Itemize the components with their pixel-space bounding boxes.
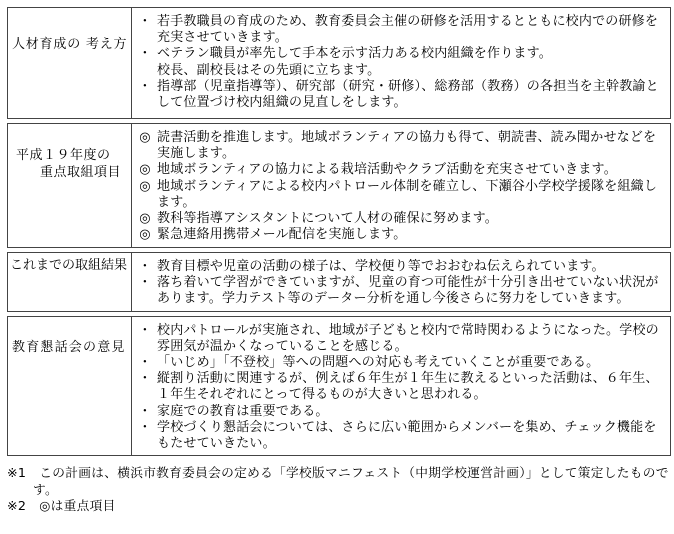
list-item [135,162,666,178]
list-item [135,259,666,275]
row-label-text: 教育懇話会の意見 [12,339,126,355]
row-priority-items [7,123,671,248]
list-item [135,227,666,243]
bullet-marker: ・ [138,259,152,274]
list-item [135,275,666,307]
list-item [135,355,666,371]
list-item [135,79,666,111]
row-label [8,8,132,118]
row-content [132,317,670,456]
list-item-line: 地域ボランティアによる校内パトロール体制を確立し、下瀬谷小学校学援隊を組織します。 [157,178,658,210]
list-item-line: 指導部（児童指導等）、研究部（研究・研修）、総務部（教務）の各担当を主幹教諭として位置づけ校内組織の見直しをします。 [157,78,659,111]
list-item-text [157,323,666,355]
list-item-line: 家庭での教育は重要である。 [157,403,329,419]
list-item-text [157,14,666,46]
bullet-marker: ・ [138,403,152,419]
list-item-text [157,46,666,78]
row-label [8,317,132,456]
list-item [135,179,666,211]
row-label-text: 重点取組項目 [40,165,122,180]
row-label-text: 平成１９年度の [16,148,111,163]
list-item [135,420,666,452]
row-council-opinions [7,316,671,457]
list-item-line: ベテラン職員が率先して手本を示す活力ある校内組織を作ります。 [157,46,552,62]
bullet-marker: ・ [138,355,152,371]
list-item-text [157,404,666,420]
list-item-text [157,162,666,178]
footnotes [7,465,671,515]
list-item [135,404,666,420]
bullet-marker: ・ [138,371,152,387]
priority-marker: ◎ [139,211,151,227]
bullet-marker: ・ [138,322,152,338]
bullet-marker: ・ [138,275,152,291]
list-item-line: 「いじめ」「不登校」等への問題への対応も考えていくことが重要である。 [157,355,600,371]
list-item-text [157,227,666,243]
list-item [135,14,666,46]
list-item-text [157,275,666,307]
priority-marker: ◎ [139,162,151,178]
row-label-text: 人材育成の 考え方 [12,37,128,52]
row-content [132,8,670,118]
list-item-text [157,259,666,275]
priority-marker: ◎ [139,178,151,194]
row-label [8,124,132,247]
list-item-line: 縦割り活動に関連するが、例えば６年生が１年生に教えるといった活動は、６年生、１年生それぞれにとって得るものが大きいと思われる。 [157,371,659,403]
bullet-marker: ・ [138,46,152,62]
list-item [135,211,666,227]
footnote-2: ※2 ◎は重点項目 [7,498,116,514]
plan-document [7,7,671,515]
bullet-marker: ・ [138,14,152,29]
list-item-line: 教科等指導アシスタントについて人材の確保に努めます。 [157,211,498,227]
row-label-text: これまでの取組結果 [10,258,128,273]
list-item-line: 若手教職員の育成のため、教育委員会主催の研修を活用するとともに校内での研修を充実させていきます。 [157,14,659,46]
list-item-line: 校内パトロールが実施され、地域が子どもと校内で常時関わるようになった。学校の雰囲気が温かくなっていることを感じる。 [157,322,659,354]
list-item-line: 地域ボランティアの協力による栽培活動やクラブ活動を充実させていきます。 [157,162,617,178]
list-item-text [157,371,666,403]
bullet-marker: ・ [138,78,152,94]
list-item-line: 校長、副校長はその先頭に立ちます。 [157,62,381,78]
list-item-text [157,130,666,162]
priority-marker: ◎ [139,227,151,243]
row-staff-development [7,7,671,119]
priority-marker: ◎ [139,130,151,145]
list-item [135,371,666,403]
footnote-1: ※1 この計画は、横浜市教育委員会の定める「学校版マニフェスト（中期学校運営計画）」として策定したものです。 [7,465,669,497]
list-item-line: 学校づくり懇話会については、さらに広い範囲からメンバーを集め、チェック機能をもたせていきたい。 [157,419,657,452]
list-item [135,130,666,162]
row-past-results [7,252,671,312]
list-item-text [157,79,666,111]
list-item-text [157,211,666,227]
bullet-marker: ・ [138,419,152,435]
list-item-line: 落ち着いて学習ができていますが、児童の育つ可能性が十分引き出せていない状況があります。学力テスト等のデーター分析を通し今後さらに努力をしていきます。 [157,275,659,307]
list-item-line: 読書活動を推進します。地域ボランティアの協力も得て、朝読書、読み聞かせなどを実施します。 [157,130,657,162]
list-item-line: 教育目標や児童の活動の様子は、学校便り等でおおむね伝えられています。 [157,259,605,274]
list-item-text [157,355,666,371]
list-item [135,323,666,355]
list-item-text [157,420,666,452]
row-content [132,124,670,247]
list-item-text [157,179,666,211]
list-item [135,46,666,78]
list-item-line: 緊急連絡用携帯メール配信を実施します。 [157,227,407,243]
row-label [8,253,132,311]
row-content [132,253,670,311]
